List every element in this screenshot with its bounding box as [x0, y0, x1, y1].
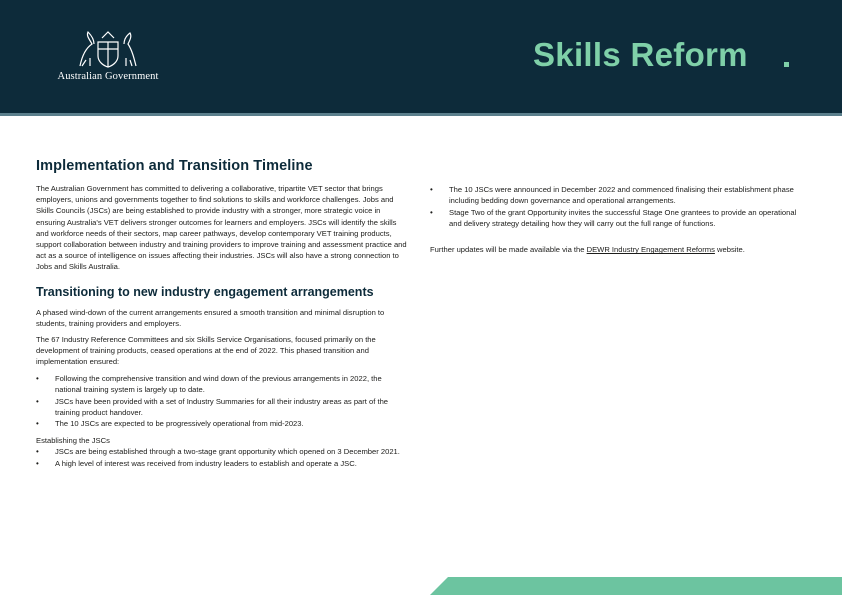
header-divider — [0, 113, 842, 116]
list-item: • JSCs have been provided with a set of Industry Summaries for all their industry areas as part of the training product handover. — [36, 396, 410, 418]
paragraph: A phased wind-down of the current arrangements ensured a smooth transition and minimal disruption to students, training providers and employers. — [36, 307, 385, 328]
brand-dot — [784, 62, 789, 67]
list-item: • The 10 JSCs were announced in December 2022 and commenced finalising their establishment phase including bedding down governance and operational arrangements. — [430, 184, 810, 206]
further-suffix: website. — [714, 245, 745, 255]
list-item: • Following the comprehensive transition and wind down of the previous arrangements in 2022, the national training system is largely up to date. — [36, 373, 410, 395]
section-heading: Transitioning to new industry engagement arrangements — [36, 284, 374, 299]
paragraph: The 67 Industry Reference Committees and six Skills Service Organisations, focused primarily on the development of training products, ceased operations at the end of 2022. This phased transition and implementation ensured: — [36, 335, 376, 367]
government-name: Australian Government — [57, 71, 159, 82]
list-item: • JSCs are being established through a two-stage grant opportunity which opened on 3 December 2021. — [36, 446, 410, 457]
left-column — [36, 158, 410, 474]
bullet-list — [36, 373, 410, 430]
list-item: • Stage Two of the grant Opportunity invites the successful Stage One grantees to provide an operational and delivery strategy detailing how they will carry out the full range of functions. — [430, 207, 810, 229]
dewr-link[interactable]: DEWR Industry Engagement Reforms — [586, 245, 715, 255]
bullet-list — [36, 446, 410, 469]
coat-of-arms-icon — [72, 30, 144, 68]
intro-paragraph: The Australian Government has committed to delivering a collaborative, tripartite VET sector that brings employers, unions and governments together to find solutions to skills and workforce challenges. Jobs and Skills Councils (JSCs) are being established to provide industry with a stronger, more strategic voice in ensuring Australia's VET delivers stronger outcomes for learners and employers. JSCs will identify the skills and workforce needs of their sectors, map career pathways, develop contemporary VET training products, support collaboration between industry and training providers to improve training and assessment practice and act as a source of intelligence on issues affecting their industries. JSCs will also have a strong connection to Jobs and Skills Australia. — [36, 184, 407, 272]
further-prefix: Further updates will be made available via the — [430, 245, 587, 255]
page-title: Implementation and Transition Timeline — [36, 158, 313, 174]
further-updates — [430, 244, 810, 255]
list-item: • A high level of interest was received from industry leaders to establish and operate a JSC. — [36, 458, 410, 469]
list-item: • The 10 JSCs are expected to be progressively operational from mid-2023. — [36, 418, 410, 429]
brand-title: Skills Reform — [533, 36, 748, 73]
page-header — [0, 0, 842, 113]
subheading: Establishing the JSCs — [36, 435, 110, 445]
bullet-list — [430, 184, 810, 229]
right-column — [430, 184, 810, 261]
footer-band — [430, 577, 842, 595]
